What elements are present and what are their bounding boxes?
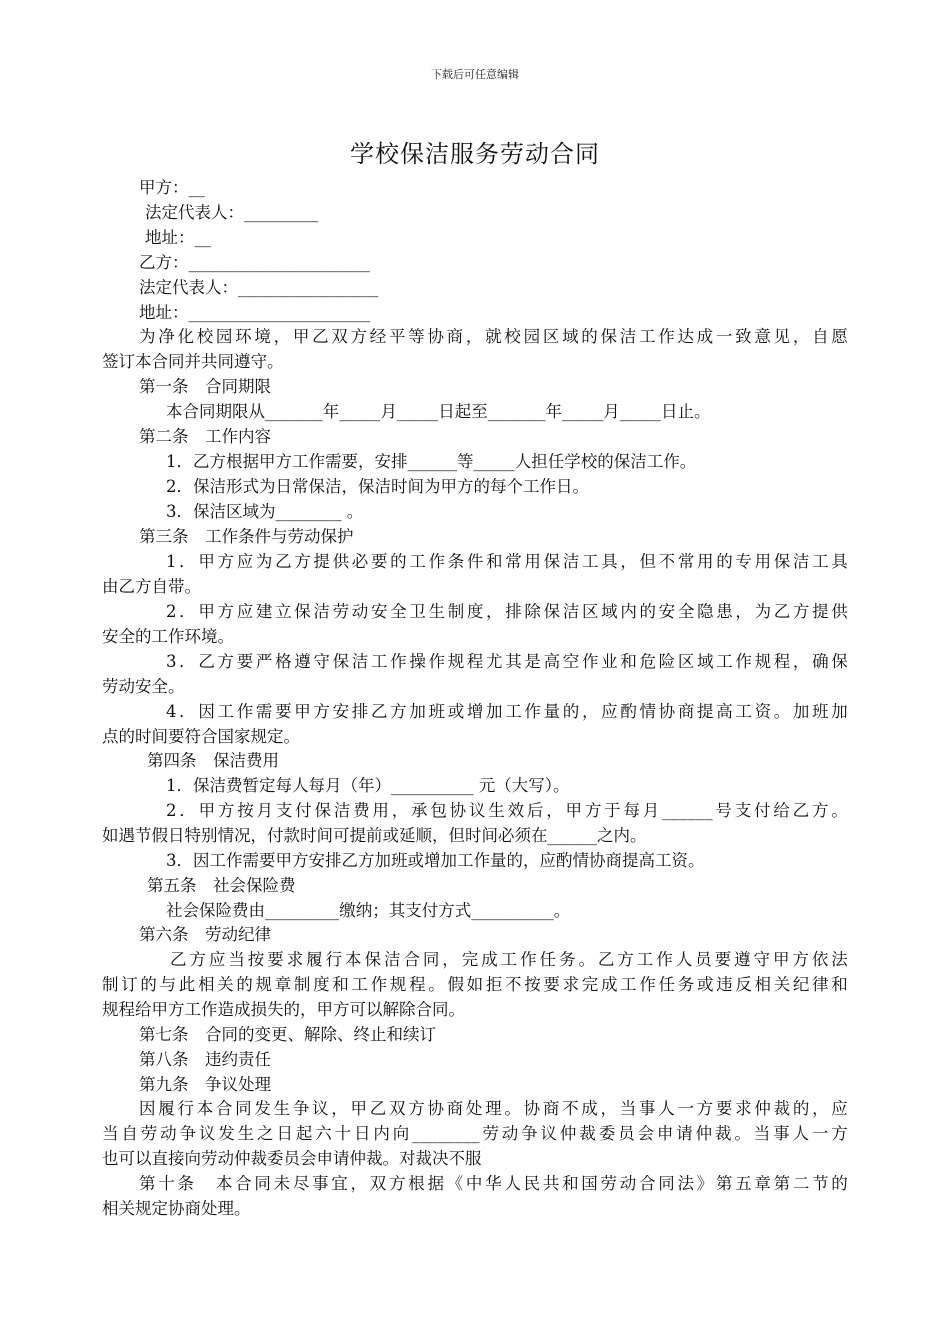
article-heading: 第二条 工作内容 [139,427,271,446]
clause-line: 安全的工作环境。 [102,627,234,646]
clause-line: 3．保洁区域为________ 。 [166,502,364,521]
clause-line: 2．甲方应建立保洁劳动安全卫生制度，排除保洁区域内的安全隐患，为乙方提供 [166,602,848,621]
clause-line: 3．因工作需要甲方安排乙方加班或增加工作量的，应酌情协商提高工资。 [166,851,705,870]
clause-line: 劳动安全。 [102,677,185,696]
clause-line: 1．乙方根据甲方工作需要，安排______等_____人担任学校的保洁工作。 [166,452,697,471]
document-title: 学校保洁服务劳动合同 [350,140,600,168]
clause-line: 制订的与此相关的规章制度和工作规程。假如拒不按要求完成工作任务或违反相关纪律和 [102,975,848,994]
article-heading: 第七条 合同的变更、解除、终止和续订 [139,1025,436,1044]
clause-line: 如遇节假日特别情况，付款时间可提前或延顺，但时间必须在______之内。 [102,826,647,845]
clause-line: 3．乙方要严格遵守保洁工作操作规程尤其是高空作业和危险区域工作规程，确保 [166,652,848,671]
clause-line: 规程给甲方工作造成损失的，甲方可以解除合同。 [102,1000,465,1019]
party-a-line: 甲方：__ [139,178,205,197]
clause-line: 相关规定协商处理。 [102,1199,251,1218]
clause-line: 2．甲方按月支付保洁费用，承包协议生效后，甲方于每月______号支付给乙方。 [166,801,848,820]
party-a-address-line: 地址：__ [145,228,211,247]
clause-line: 1．甲方应为乙方提供必要的工作条件和常用保洁工具，但不常用的专用保洁工具 [166,552,848,571]
clause-line: 4．因工作需要甲方安排乙方加班或增加工作量的，应酌情协商提高工资。加班加 [166,702,848,721]
article-heading: 第十条 本合同未尽事宜，双方根据《中华人民共和国劳动合同法》第五章第二节的 [139,1174,848,1193]
party-b-line: 乙方：______________________ [139,253,370,272]
clause-line: 由乙方自带。 [102,577,201,596]
clause-line: 因履行本合同发生争议，甲乙双方协商处理。协商不成，当事人一方要求仲裁的，应 [139,1099,848,1118]
clause-line: 本合同期限从_______年_____月_____日起至_______年_____月_____日止。 [166,402,711,421]
party-b-representative-line: 法定代表人：_________________ [139,278,379,297]
clause-line: 1．保洁费暂定每人每月（年）__________ 元（大写）。 [166,776,570,795]
clause-line: 也可以直接向劳动仲裁委员会申请仲裁。对裁决不服 [102,1149,482,1168]
clause-line: 当自劳动争议发生之日起六十日内向________劳动争议仲裁委员会申请仲裁。当事人一方 [102,1124,848,1143]
article-heading: 第三条 工作条件与劳动保护 [139,527,354,546]
article-heading: 第四条 保洁费用 [147,751,279,770]
party-b-address-line: 地址：______________________ [139,303,370,322]
article-heading: 第八条 违约责任 [139,1050,271,1069]
article-heading: 第五条 社会保险费 [147,876,296,895]
clause-line: 2．保洁形式为日常保洁，保洁时间为甲方的每个工作日。 [166,477,589,496]
article-heading: 第九条 争议处理 [139,1075,271,1094]
clause-line: 乙方应当按要求履行本保洁合同，完成工作任务。乙方工作人员要遵守甲方依法 [170,950,848,969]
page-header: 下载后可任意编辑 [431,68,519,81]
preamble-line: 签订本合同并共同遵守。 [102,352,284,371]
clause-line: 点的时间要符合国家规定。 [102,727,300,746]
party-a-representative-line: 法定代表人：_________ [145,203,319,222]
preamble-line: 为净化校园环境，甲乙双方经平等协商，就校园区域的保洁工作达成一致意见，自愿 [139,327,848,346]
article-heading: 第六条 劳动纪律 [139,925,271,944]
article-heading: 第一条 合同期限 [139,377,271,396]
clause-line: 社会保险费由_________缴纳；其支付方式__________。 [166,901,571,920]
